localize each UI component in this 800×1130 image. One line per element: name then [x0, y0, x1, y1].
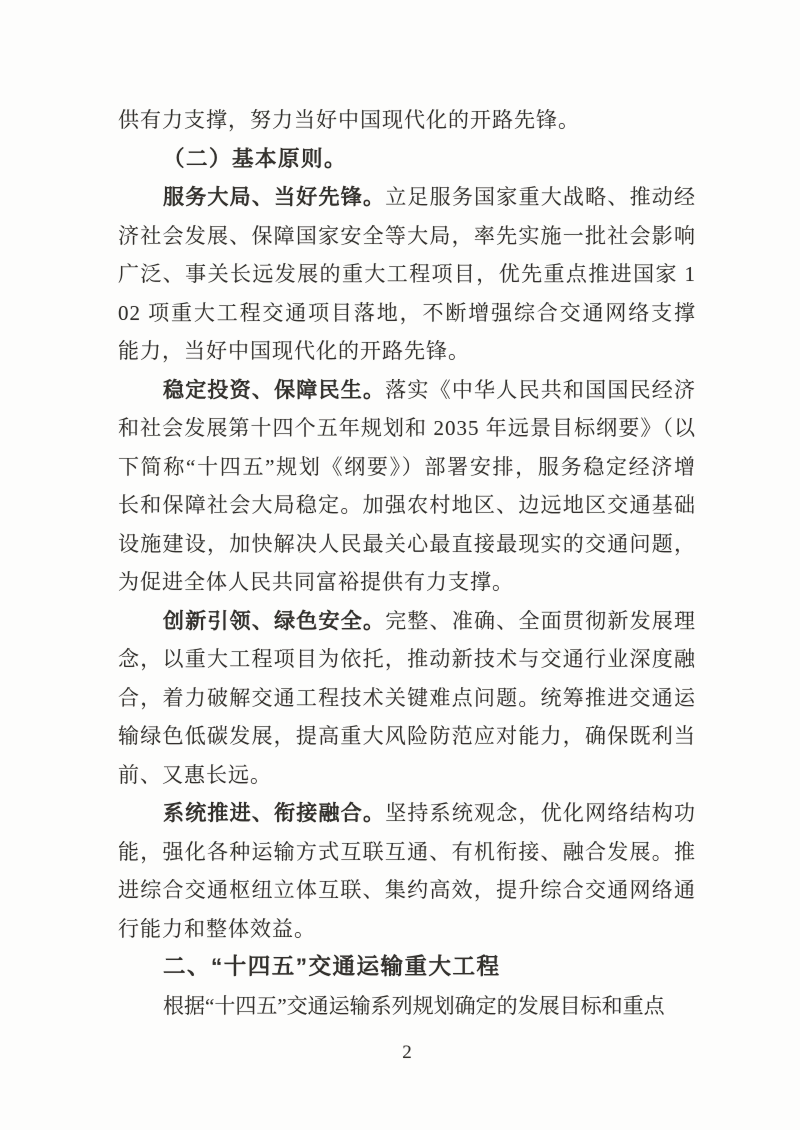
principle-lead: 稳定投资、保障民生。 [163, 377, 386, 402]
principle-text: 坚持系统观念，优化网络结构功能，强化各种运输方式互联互通、有机衔接、融合发展。推进综合交通枢纽立体互联、集约高效，提升综合交通网络通行能力和整体效益。 [118, 801, 697, 941]
page-content [118, 101, 696, 1025]
principle-lead: 服务大局、当好先锋。 [163, 185, 386, 209]
principle-paragraph-systematic [118, 794, 696, 948]
subsection-heading-basic-principles: （二）基本原则。 [163, 146, 348, 171]
page-number: 2 [402, 1042, 412, 1063]
principle-text: 落实《中华人民共和国国民经济和社会发展第十四个五年规划和 2035 年远景目标纲要》（以下简称“十四五”规划《纲要》）部署安排，服务稳定经济增长和保障社会大局稳定。加强农村地区、边远地区交通基础设施建设，加快解决人民最关心最直接最现实的交通问题，为促进全体人民共同富裕提供有力支撑。 [118, 377, 697, 594]
principle-paragraph-stable-investment [118, 371, 696, 602]
principle-text: 立足服务国家重大战略、推动经济社会发展、保障国家安全等大局，率先实施一批社会影响广泛、事关长远发展的重大工程项目，优先重点推进国家 102 项重大工程交通项目落地，不断增强综合交通网络支撑能力，当好中国现代化的开路先锋。 [118, 185, 697, 363]
principle-text: 完整、准确、全面贯彻新发展理念，以重大工程项目为依托，推动新技术与交通行业深度融合，着力破解交通工程技术关键难点问题。统筹推进交通运输绿色低碳发展，提高重大风险防范应对能力，确保既利当前、又惠长远。 [118, 608, 697, 787]
principle-lead: 系统推进、衔接融合。 [163, 801, 386, 825]
paragraph-body-last: 根据“十四五”交通运输系列规划确定的发展目标和重点 [163, 993, 665, 1018]
paragraph-continuation: 供有力支撑，努力当好中国现代化的开路先锋。 [118, 108, 580, 132]
principle-paragraph-serve-overall [118, 178, 696, 371]
principle-paragraph-innovation-green [118, 602, 696, 795]
section-heading-major-projects: 二、“十四五”交通运输重大工程 [163, 954, 501, 979]
principle-lead: 创新引领、绿色安全。 [163, 608, 386, 633]
